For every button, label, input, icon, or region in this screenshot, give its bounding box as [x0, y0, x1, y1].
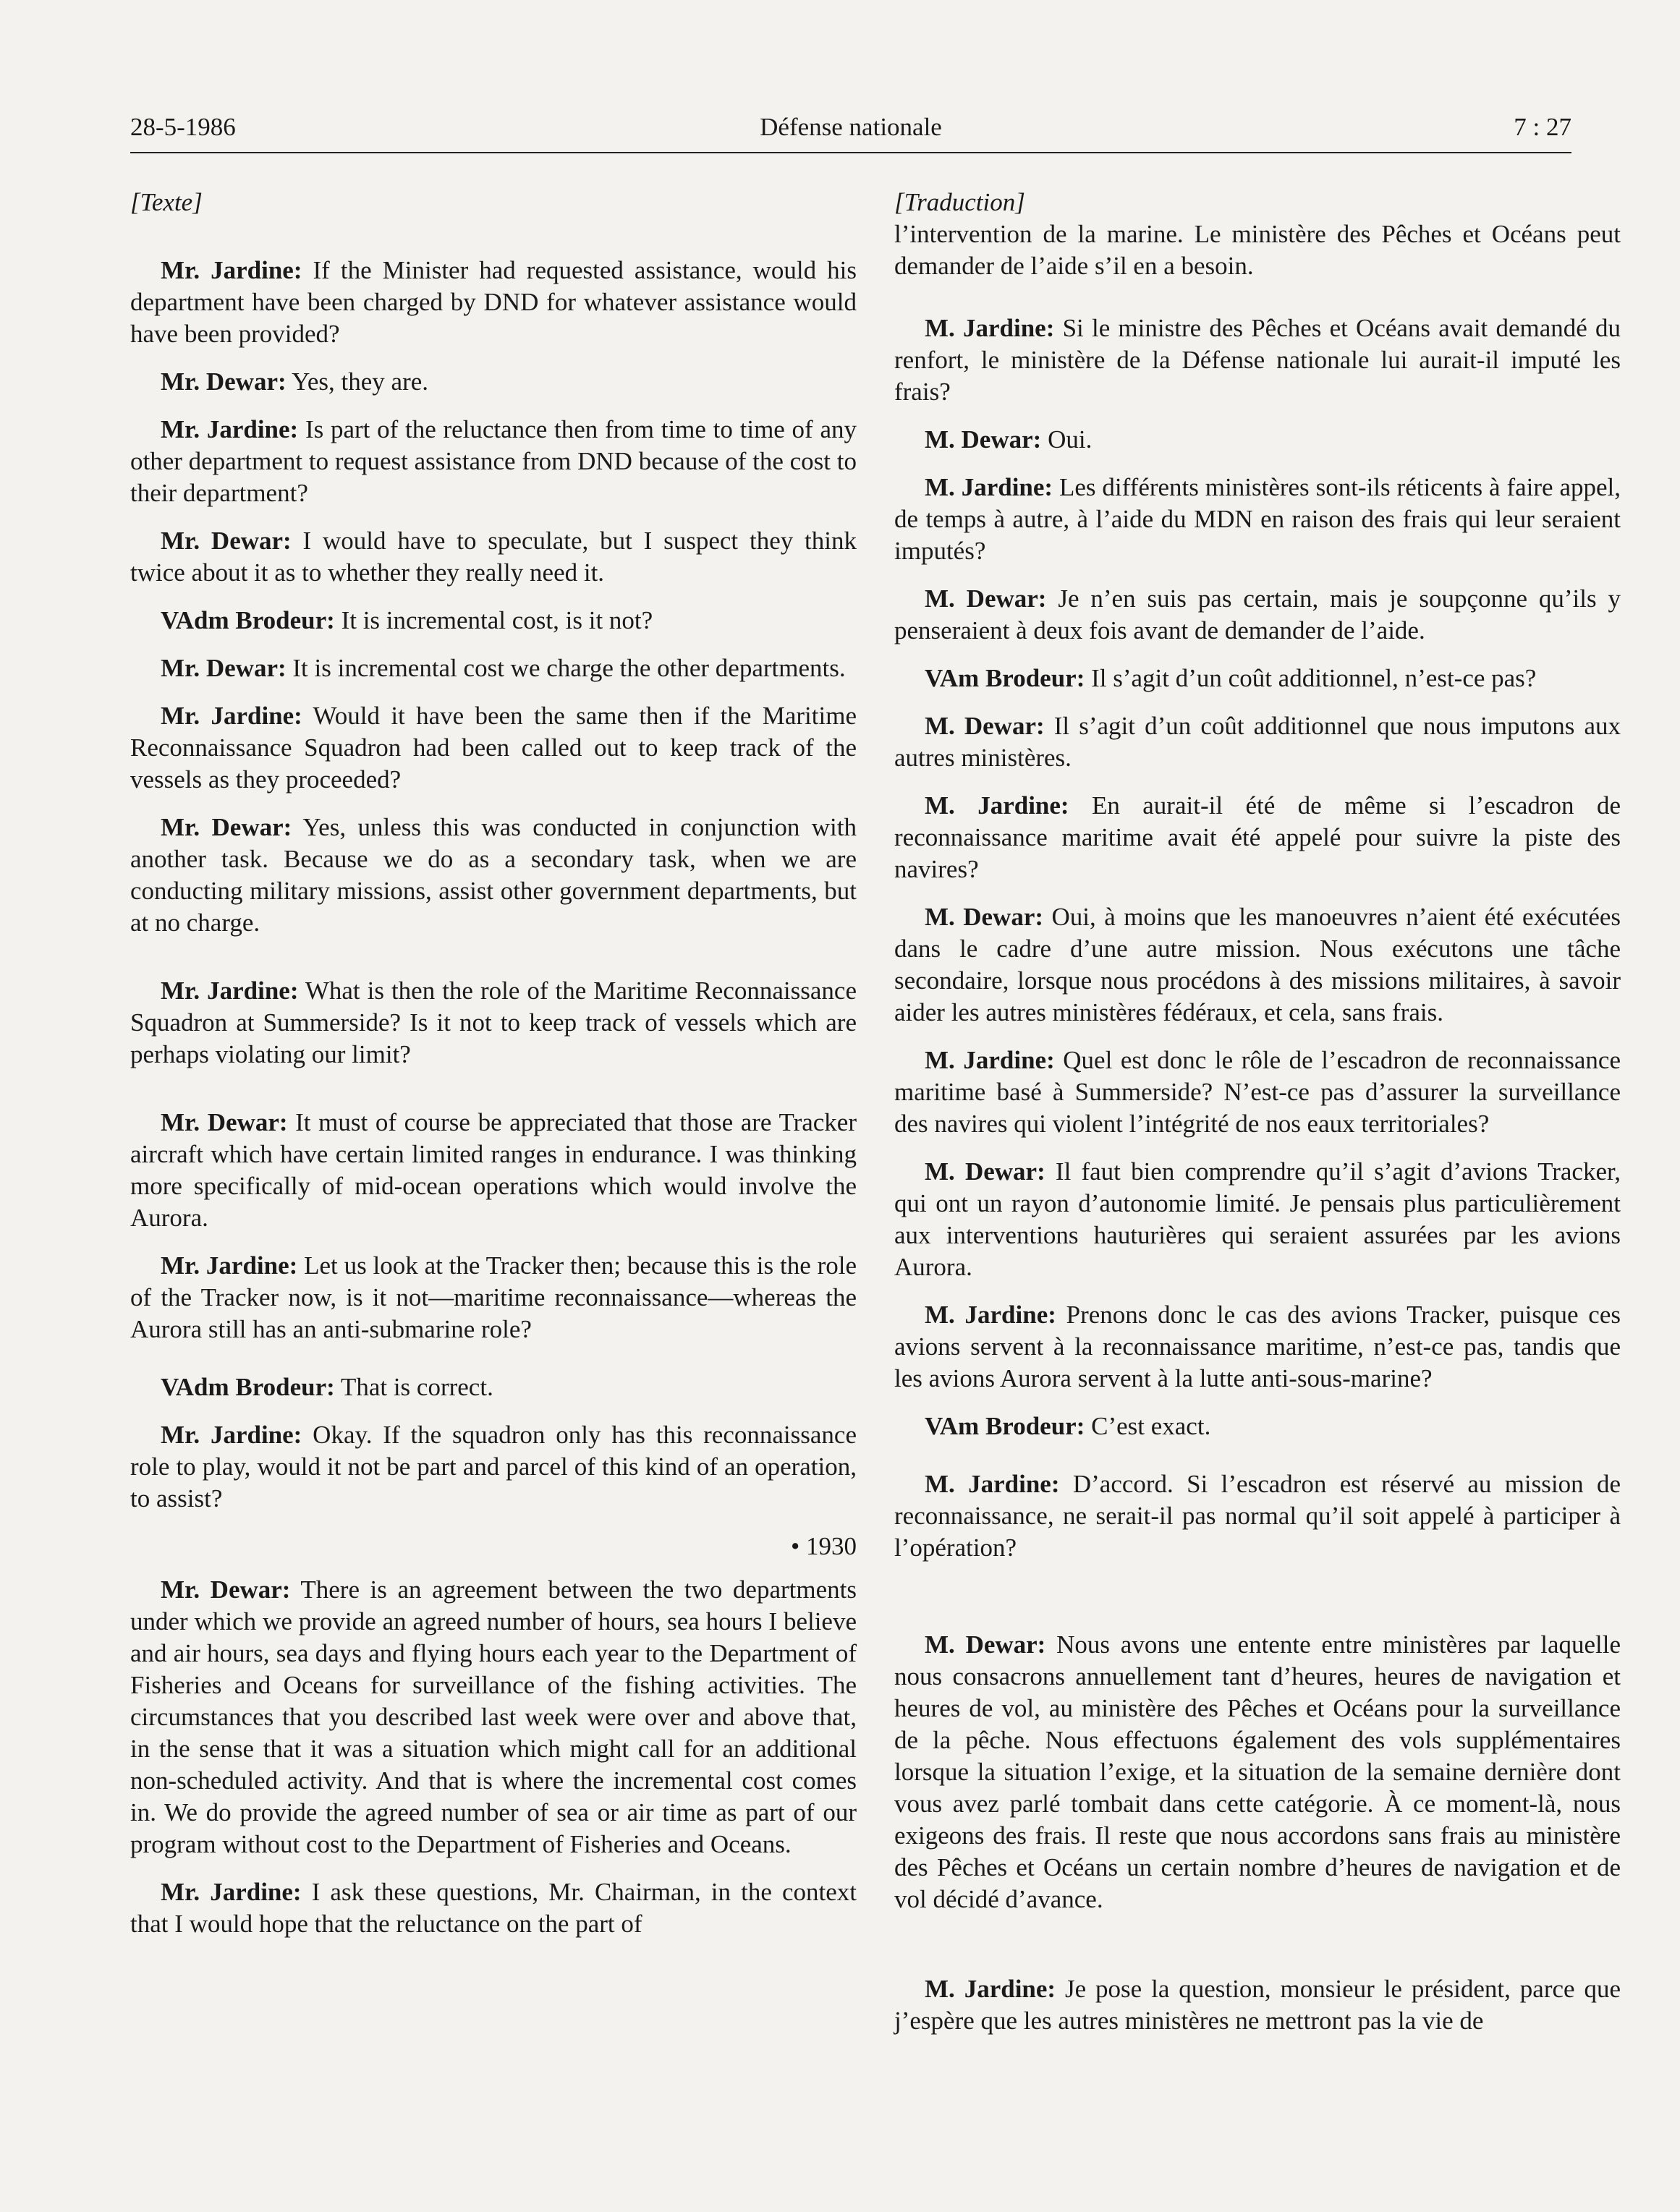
- speaker-label: M. Dewar:: [925, 425, 1042, 454]
- time-marker: • 1930: [790, 1532, 857, 1560]
- transcript-paragraph: M. Dewar: Nous avons une entente entre ministères par laquelle nous consacrons annuellement tant d’heures, heures de navigation et heures de vol, au ministère des Pêches et Océans pour la surveillance de la pêche. Nous effectuons également des vols supplémentaires lorsque la situation l’exige, et la situation de la semaine dernière dont vous avez parlé tombait dans cette catégorie. À ce moment-là, nous exigeons des frais. Il reste que nous accordons sans frais au ministère des Pêches et Océans un certain nombre d’heures de navigation et de vol décidé d’avance.: [894, 1630, 1621, 1913]
- speaker-label: M. Jardine:: [925, 1046, 1055, 1074]
- page-header: [130, 113, 1571, 155]
- transcript-paragraph: Mr. Jardine: If the Minister had requested assistance, would his department have been charged by DND for whatever assistance would have been provided?: [130, 256, 857, 348]
- transcript-paragraph: M. Jardine: Les différents ministères sont-ils réticents à faire appel, de temps à autre, à l’aide du MDN en raison des frais qui leur seraient imputés?: [894, 473, 1621, 565]
- transcript-paragraph: M. Jardine: En aurait-il été de même si l’escadron de reconnaissance maritime avait été appelé pour suivre la piste des navires?: [894, 791, 1621, 883]
- transcript-paragraph: Mr. Dewar: Yes, unless this was conducted in conjunction with another task. Because we do as a secondary task, when we are conducting military missions, assist other government departments, but at no charge.: [130, 813, 857, 937]
- transcript-paragraph: Mr. Dewar: It must of course be appreciated that those are Tracker aircraft which have certain limited ranges in endurance. I was thinking more specifically of mid-ocean operations which would involve the Aurora.: [130, 1108, 857, 1232]
- transcript-paragraph: VAm Brodeur: Il s’agit d’un coût additionnel, n’est-ce pas?: [925, 664, 1537, 692]
- speaker-label: Mr. Dewar:: [161, 1575, 291, 1604]
- transcript-paragraph: Mr. Jardine: Okay. If the squadron only has this reconnaissance role to play, would it not be part and parcel of this kind of an operation, to assist?: [130, 1421, 857, 1513]
- transcript-paragraph: Mr. Jardine: I ask these questions, Mr. Chairman, in the context that I would hope that the reluctance on the part of: [130, 1878, 857, 1938]
- transcript-paragraph: VAm Brodeur: C’est exact.: [925, 1412, 1211, 1440]
- transcript-paragraph: Mr. Dewar: There is an agreement between the two departments under which we provide an agreed number of hours, sea hours I believe and air hours, sea days and flying hours each year to the Department of Fisheries and Oceans for surveillance of the fishing activities. The circumstances that you described last week were over and above that, in the sense that it was a situation which might call for an additional non-scheduled activity. And that is where the incremental cost comes in. We do provide the agreed number of sea or air time as part of our program without cost to the Department of Fisheries and Oceans.: [130, 1575, 857, 1858]
- transcript-paragraph: M. Dewar: Oui, à moins que les manoeuvres n’aient été exécutées dans le cadre d’une autre mission. Nous exécutons une tâche secondaire, lorsque nous procédons à des missions militaires, à savoir aider les autres ministères fédéraux, et cela, sans frais.: [894, 903, 1621, 1026]
- speaker-label: Mr. Dewar:: [161, 527, 292, 555]
- transcript-paragraph: M. Jardine: Si le ministre des Pêches et Océans avait demandé du renfort, le ministère de la Défense nationale lui aurait-il imputé les frais?: [894, 314, 1621, 406]
- right-column-french: [894, 187, 1621, 2053]
- transcript-paragraph: Mr. Dewar: Yes, they are.: [161, 367, 429, 396]
- transcript-paragraph: M. Jardine: Quel est donc le rôle de l’escadron de reconnaissance maritime basé à Summerside? N’est-ce pas d’assurer la surveillance des navires qui violent l’intégrité de nos eaux territoriales?: [894, 1046, 1621, 1138]
- transcript-paragraph: Mr. Jardine: Is part of the reluctance then from time to time of any other department to request assistance from DND because of the cost to their department?: [130, 415, 857, 507]
- header-rule: [130, 152, 1571, 153]
- speaker-label: Mr. Dewar:: [161, 813, 292, 841]
- speaker-label: Mr. Jardine:: [161, 977, 299, 1005]
- speaker-label: M. Jardine:: [925, 1470, 1060, 1498]
- speaker-label: M. Dewar:: [925, 1630, 1046, 1659]
- speaker-label: VAdm Brodeur:: [161, 1373, 335, 1401]
- continued-paragraph: l’intervention de la marine. Le ministère des Pêches et Océans peut demander de l’aide s’il en a besoin.: [894, 220, 1621, 280]
- transcript-paragraph: M. Jardine: Je pose la question, monsieur le président, parce que j’espère que les autres ministères ne mettront pas la vie de: [894, 1975, 1621, 2035]
- transcript-paragraph: M. Jardine: Prenons donc le cas des avions Tracker, puisque ces avions servent à la reconnaissance maritime, n’est-ce pas, tandis que les avions Aurora servent à la lutte anti-sous-marine?: [894, 1301, 1621, 1392]
- speaker-label: M. Dewar:: [925, 712, 1045, 740]
- speaker-label: VAdm Brodeur:: [161, 606, 335, 634]
- speaker-label: M. Jardine:: [925, 1301, 1056, 1329]
- header-page-number: 7 : 27: [1514, 113, 1571, 141]
- transcript-paragraph: M. Dewar: Oui.: [925, 425, 1093, 454]
- speaker-label: M. Jardine:: [925, 314, 1055, 342]
- speaker-label: Mr. Dewar:: [161, 654, 287, 682]
- speaker-label: VAm Brodeur:: [925, 1412, 1085, 1440]
- left-column-english: [130, 187, 857, 1956]
- speaker-label: M. Dewar:: [925, 584, 1047, 613]
- transcript-paragraph: VAdm Brodeur: It is incremental cost, is it not?: [161, 606, 653, 634]
- speaker-label: Mr. Jardine:: [161, 256, 302, 284]
- transcript-paragraph: M. Dewar: Il s’agit d’un coût additionnel que nous imputons aux autres ministères.: [894, 712, 1621, 772]
- speaker-label: Mr. Jardine:: [161, 1878, 302, 1906]
- transcript-paragraph: Mr. Jardine: Would it have been the same then if the Maritime Reconnaissance Squadron had been called out to keep track of the vessels as they proceeded?: [130, 702, 857, 794]
- speaker-label: M. Dewar:: [925, 1157, 1045, 1186]
- header-title: Défense nationale: [760, 113, 942, 141]
- column-tag: [Texte]: [130, 188, 203, 216]
- speaker-label: M. Jardine:: [925, 791, 1069, 820]
- speaker-label: Mr. Jardine:: [161, 415, 299, 443]
- speaker-label: Mr. Jardine:: [161, 1421, 302, 1449]
- speaker-label: Mr. Dewar:: [161, 367, 287, 396]
- transcript-paragraph: VAdm Brodeur: That is correct.: [161, 1373, 493, 1401]
- speaker-label: M. Dewar:: [925, 903, 1044, 931]
- transcript-paragraph: Mr. Jardine: Let us look at the Tracker then; because this is the role of the Tracker now, is it not—maritime reconnaissance—whereas the Aurora still has an anti-submarine role?: [130, 1251, 857, 1343]
- speaker-label: M. Jardine:: [925, 473, 1053, 501]
- speaker-label: M. Jardine:: [925, 1975, 1056, 2003]
- transcript-paragraph: M. Jardine: D’accord. Si l’escadron est réservé au mission de reconnaissance, ne serait-il pas normal qu’il soit appelé à participer à l’opération?: [894, 1470, 1621, 1562]
- transcript-paragraph: M. Dewar: Je n’en suis pas certain, mais je soupçonne qu’ils y penseraient à deux fois avant de demander de l’aide.: [894, 584, 1621, 645]
- transcript-paragraph: Mr. Jardine: What is then the role of the Maritime Reconnaissance Squadron at Summerside? Is it not to keep track of vessels which are perhaps violating our limit?: [130, 977, 857, 1068]
- speaker-label: Mr. Dewar:: [161, 1108, 288, 1136]
- transcript-paragraph: Mr. Dewar: I would have to speculate, but I suspect they think twice about it as to whether they really need it.: [130, 527, 857, 587]
- column-tag: [Traduction]: [894, 188, 1025, 216]
- header-date: 28-5-1986: [130, 113, 236, 141]
- transcript-paragraph: M. Dewar: Il faut bien comprendre qu’il s’agit d’avions Tracker, qui ont un rayon d’autonomie limité. Je pensais plus particulièrement aux interventions hauturières qui seraient assurées par les avions Aurora.: [894, 1157, 1621, 1281]
- speaker-label: Mr. Jardine:: [161, 702, 302, 730]
- transcript-paragraph: Mr. Dewar: It is incremental cost we charge the other departments.: [161, 654, 846, 682]
- speaker-label: Mr. Jardine:: [161, 1251, 298, 1280]
- speaker-label: VAm Brodeur:: [925, 664, 1085, 692]
